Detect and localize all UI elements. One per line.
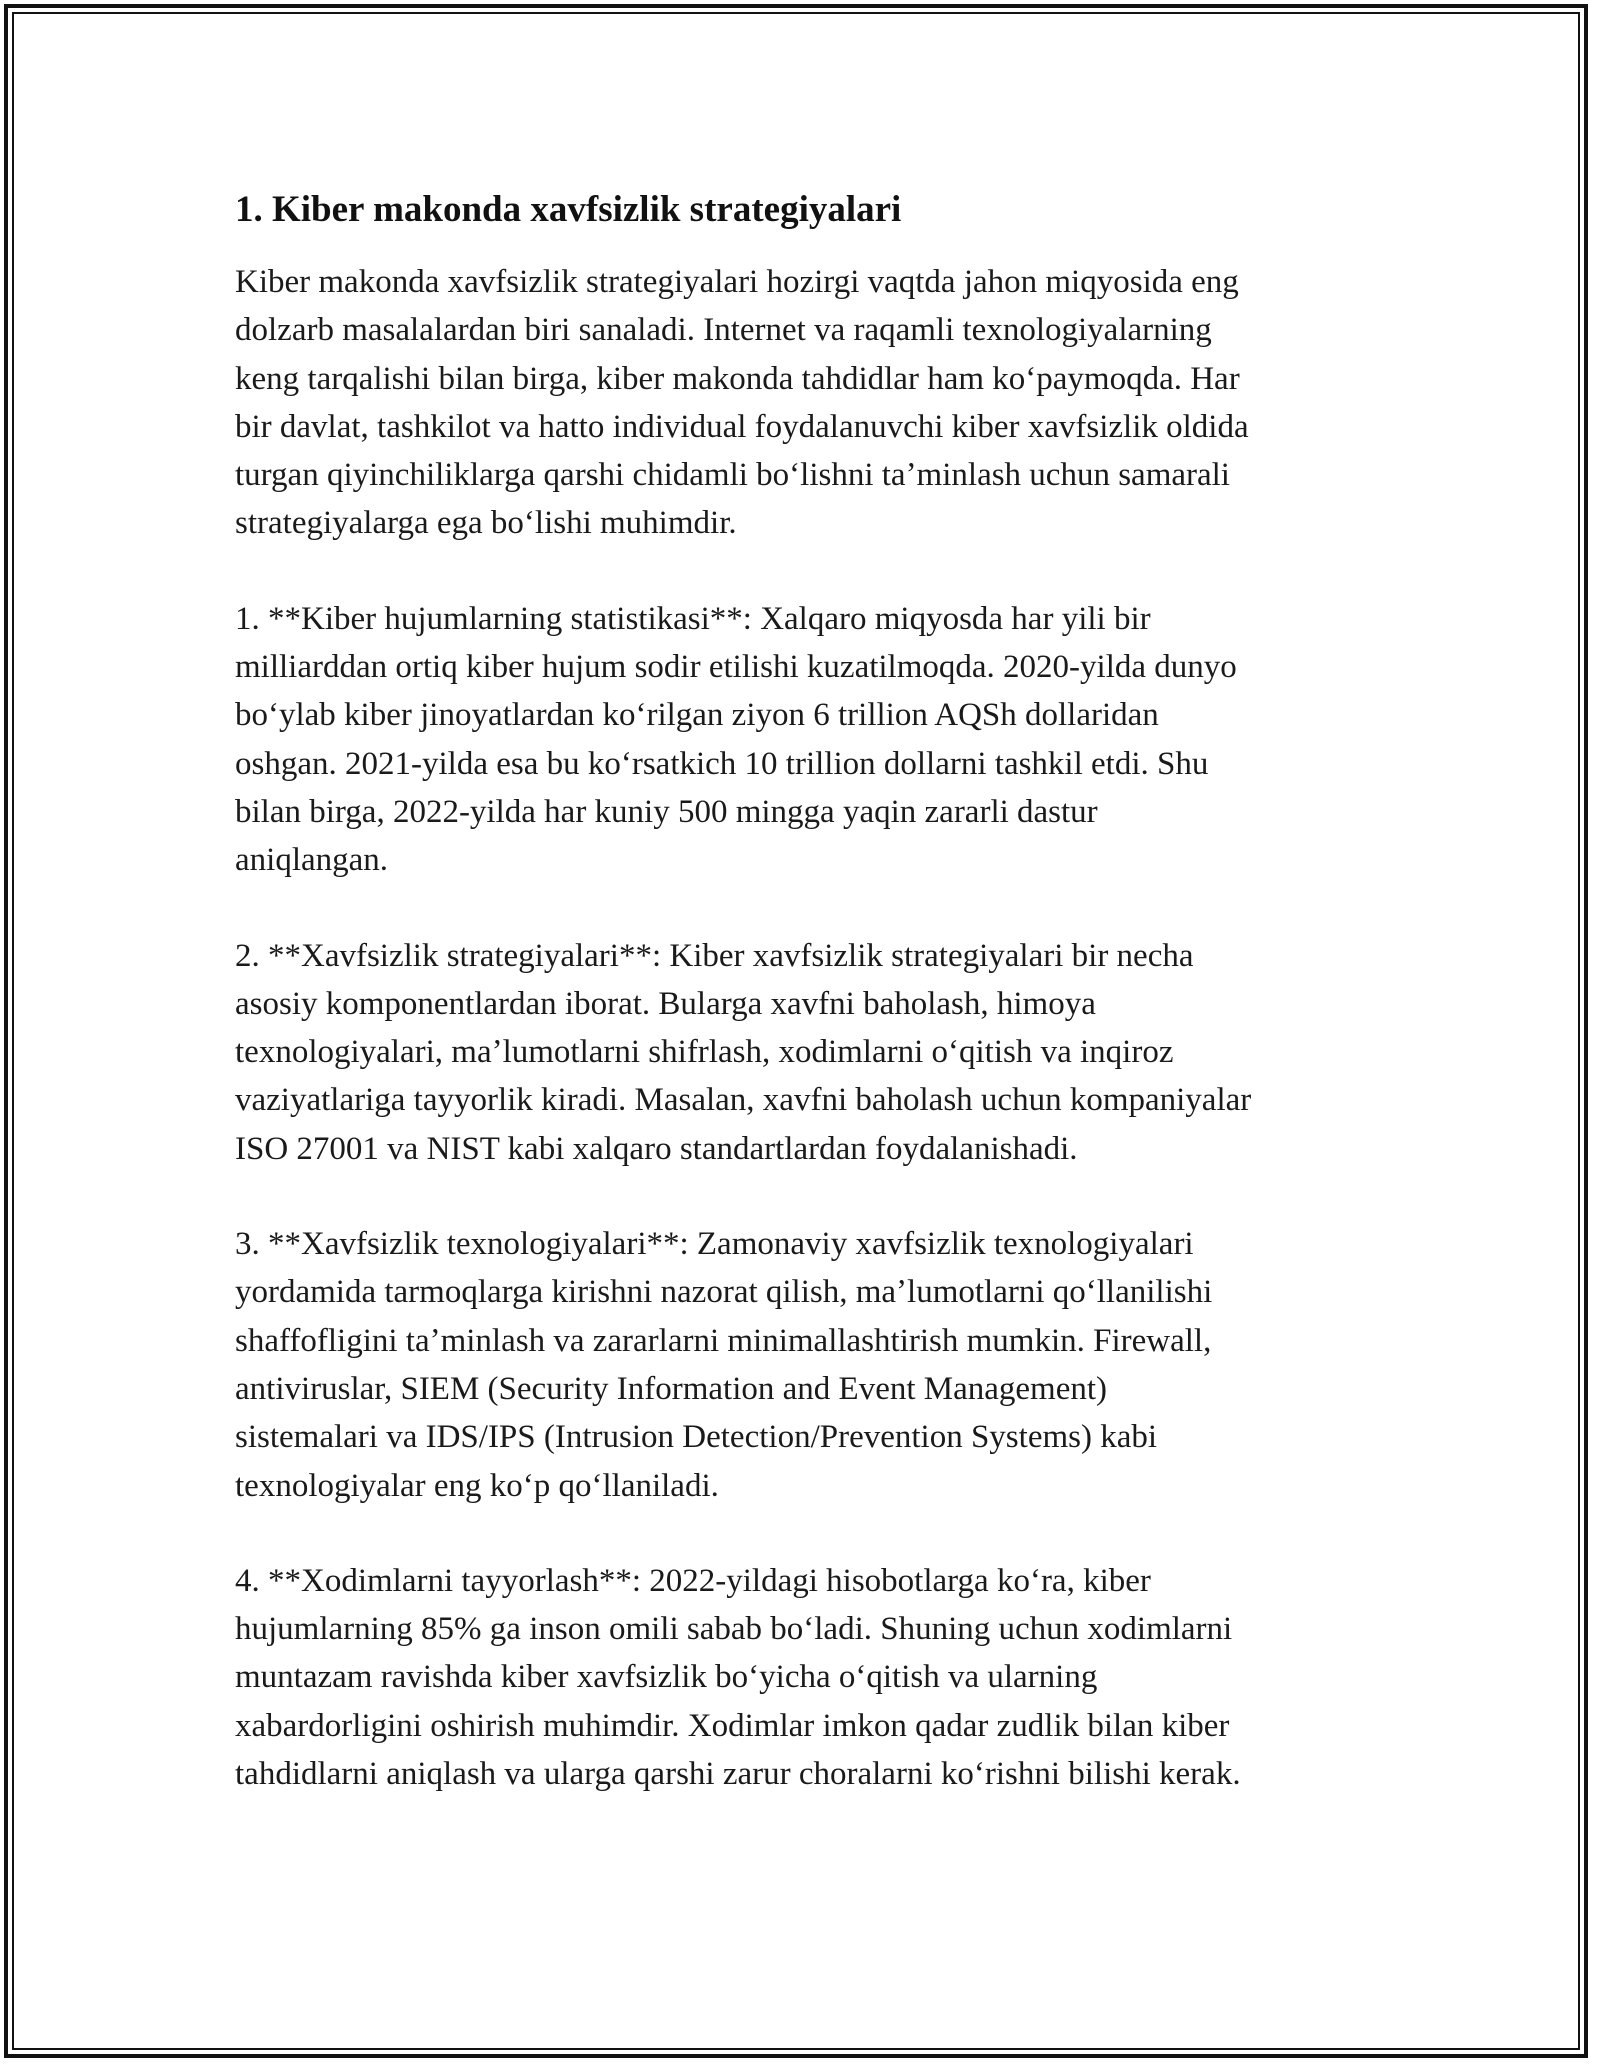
intro-paragraph: Kiber makonda xavfsizlik strategiyalari hozirgi vaqtda jahon miqyosida eng dolzarb masalalardan biri sanaladi. Internet va raqamli texnologiyalarning keng tarqalishi bilan birga, kiber makonda tahdidlar ham koʻpaymoqda. Har bir davlat, tashkilot va hatto individual foydalanuvchi kiber xavfsizlik oldida turgan qiyinchiliklarga qarshi chidamli boʻlishni taʼminlash uchun samarali strategiyalarga ega boʻlishi muhimdir.	[235, 264, 1249, 542]
paragraph-statistics: 1. **Kiber hujumlarning statistikasi**: Xalqaro miqyosda har yili bir milliarddan ortiq kiber hujum sodir etilishi kuzatilmoqda. 2020-yilda dunyo boʻylab kiber jinoyatlardan koʻrilgan ziyon 6 trillion AQSh dollaridan oshgan. 2021-yilda esa bu koʻrsatkich 10 trillion dollarni tashkil etdi. Shu bilan birga, 2022-yilda har kuniy 500 mingga yaqin zararli dastur aniqlangan.	[235, 600, 1237, 879]
document-body	[235, 186, 1385, 1845]
paragraph-technologies: 3. **Xavfsizlik texnologiyalari**: Zamonaviy xavfsizlik texnologiyalari yordamida tarmoqlarga kirishni nazorat qilish, maʼlumotlarni qoʻllanilishi shaffofligini taʼminlash va zararlarni minimallashtirish mumkin. Firewall, antiviruslar, SIEM (Security Information and Event Management) sistemalari va IDS/IPS (Intrusion Detection/Prevention Systems) kabi texnologiyalar eng koʻp qoʻllaniladi.	[235, 1226, 1213, 1504]
paragraph-strategies: 2. **Xavfsizlik strategiyalari**: Kiber xavfsizlik strategiyalari bir necha asosiy komponentlardan iborat. Bularga xavfni baholash, himoya texnologiyalari, maʼlumotlarni shifrlash, xodimlarni oʻqitish va inqiroz vaziyatlariga tayyorlik kiradi. Masalan, xavfni baholash uchun kompaniyalar ISO 27001 va NIST kabi xalqaro standartlardan foydalanishadi.	[235, 937, 1252, 1167]
section-heading: 1. Kiber makonda xavfsizlik strategiyalari	[235, 189, 902, 230]
paragraph-training: 4. **Xodimlarni tayyorlash**: 2022-yildagi hisobotlarga koʻra, kiber hujumlarning 85% ga inson omili sabab boʻladi. Shuning uchun xodimlarni muntazam ravishda kiber xavfsizlik boʻyicha oʻqitish va ularning xabardorligini oshirish muhimdir. Xodimlar imkon qadar zudlik bilan kiber tahdidlarni aniqlash va ularga qarshi zarur choralarni koʻrishni bilishi kerak.	[235, 1562, 1241, 1793]
